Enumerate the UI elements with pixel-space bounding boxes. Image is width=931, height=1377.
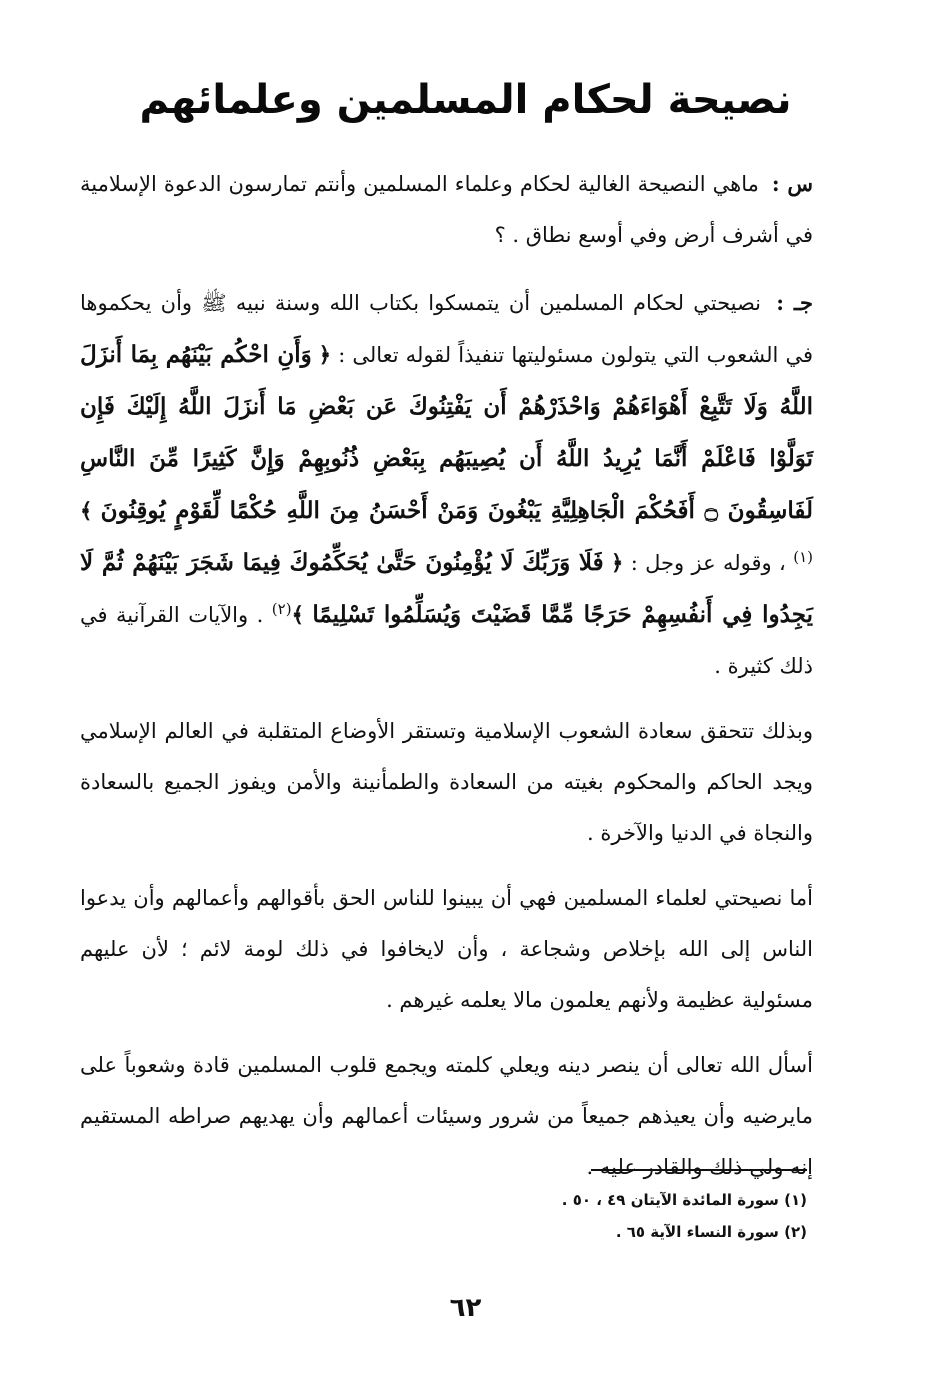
- page-title: نصيحة لحكام المسلمين وعلمائهم: [139, 77, 792, 123]
- answer-connector: ، وقوله عز وجل :: [630, 551, 786, 575]
- page-number: ٦٢: [449, 1293, 482, 1323]
- quran-bracket-close: ﴾: [80, 498, 93, 523]
- footnote-divider: [591, 1169, 807, 1171]
- answer-label: جـ :: [776, 290, 813, 315]
- body-text: [80, 158, 813, 1207]
- paragraph-scholars: أما نصيحتي لعلماء المسلمين فهي أن يبينوا للناس الحق بأقوالهم وأعمالهم وأن يدعوا الناس إلى الله بإخلاص وشجاعة ، وأن لايخافوا في ذلك لومة لائم ؛ لأن عليهم مسئولية عظيمة ولأنهم يعلمون مالا يعلمه غيرهم .: [80, 886, 813, 1012]
- paragraph-happiness: وبذلك تتحقق سعادة الشعوب الإسلامية وتستقر الأوضاع المتقلبة في العالم الإسلامي ويجد الحاكم والمحكوم بغيته من السعادة والطمأنينة والأمن ويفوز الجميع بالسعادة والنجاة في الدنيا والآخرة .: [80, 719, 813, 845]
- answer-intro: نصيحتي لحكام المسلمين أن يتمسكوا بكتاب الله وسنة نبيه ﷺ وأن يحكموها في الشعوب التي يتولون مسئوليتها تنفيذاً لقوله تعالى :: [80, 291, 813, 367]
- quran-bracket-open: ﴿: [611, 550, 624, 575]
- paragraph-supplication: أسأل الله تعالى أن ينصر دينه ويعلي كلمته ويجمع قلوب المسلمين قادة وشعوباً على مايرضيه وأن يعيذهم جميعاً من شرور وسيئات أعمالهم وأن يهديهم صراطه المستقيم إنه ولي ذلك والقادر عليه .: [80, 1053, 813, 1179]
- answer-paragraph: [80, 277, 813, 692]
- quran-bracket-close: ﴾: [291, 602, 304, 627]
- question-label: س :: [771, 171, 813, 196]
- footnote-ref-2: (٢): [271, 600, 292, 618]
- answer-closing: . والآيات القرآنية في ذلك كثيرة .: [80, 603, 813, 678]
- question-paragraph: [80, 158, 813, 261]
- quran-bracket-open: ﴿: [318, 342, 332, 367]
- quran-verse-maidah: وَأَنِ احْكُم بَيْنَهُم بِمَا أَنزَلَ اللَّهُ وَلَا تَتَّبِعْ أَهْوَاءَهُمْ وَاحْذَرْهُمْ أَن يَفْتِنُوكَ عَن بَعْضِ مَا أَنزَلَ اللَّهُ إِلَيْكَ فَإِن تَوَلَّوْا فَاعْلَمْ أَنَّمَا يُرِيدُ اللَّهُ أَن يُصِيبَهُم بِبَعْضِ ذُنُوبِهِمْ وَإِنَّ كَثِيرًا مِّنَ النَّاسِ لَفَاسِقُونَ ۝ أَفَحُكْمَ الْجَاهِلِيَّةِ يَبْغُونَ وَمَنْ أَحْسَنُ مِنَ اللَّهِ حُكْمًا لِّقَوْمٍ يُوقِنُونَ: [80, 341, 814, 524]
- footnote-2: (٢) سورة النساء الآية ٦٥ .: [615, 1223, 807, 1241]
- quran-verse-nisa: فَلَا وَرَبِّكَ لَا يُؤْمِنُونَ حَتَّىٰ يُحَكِّمُوكَ فِيمَا شَجَرَ بَيْنَهُمْ ثُمَّ لَا يَجِدُوا فِي أَنفُسِهِمْ حَرَجًا مِّمَّا قَضَيْتَ وَيُسَلِّمُوا تَسْلِيمًا: [80, 549, 813, 628]
- footnote-ref-1: (١): [793, 548, 813, 566]
- question-text: ماهي النصيحة الغالية لحكام وعلماء المسلمين وأنتم تمارسون الدعوة الإسلامية في أشرف أرض وفي أوسع نطاق . ؟: [80, 172, 813, 247]
- footnote-1: (١) سورة المائدة الآيتان ٤٩ ، ٥٠ .: [561, 1191, 807, 1209]
- footnotes: [307, 1184, 807, 1248]
